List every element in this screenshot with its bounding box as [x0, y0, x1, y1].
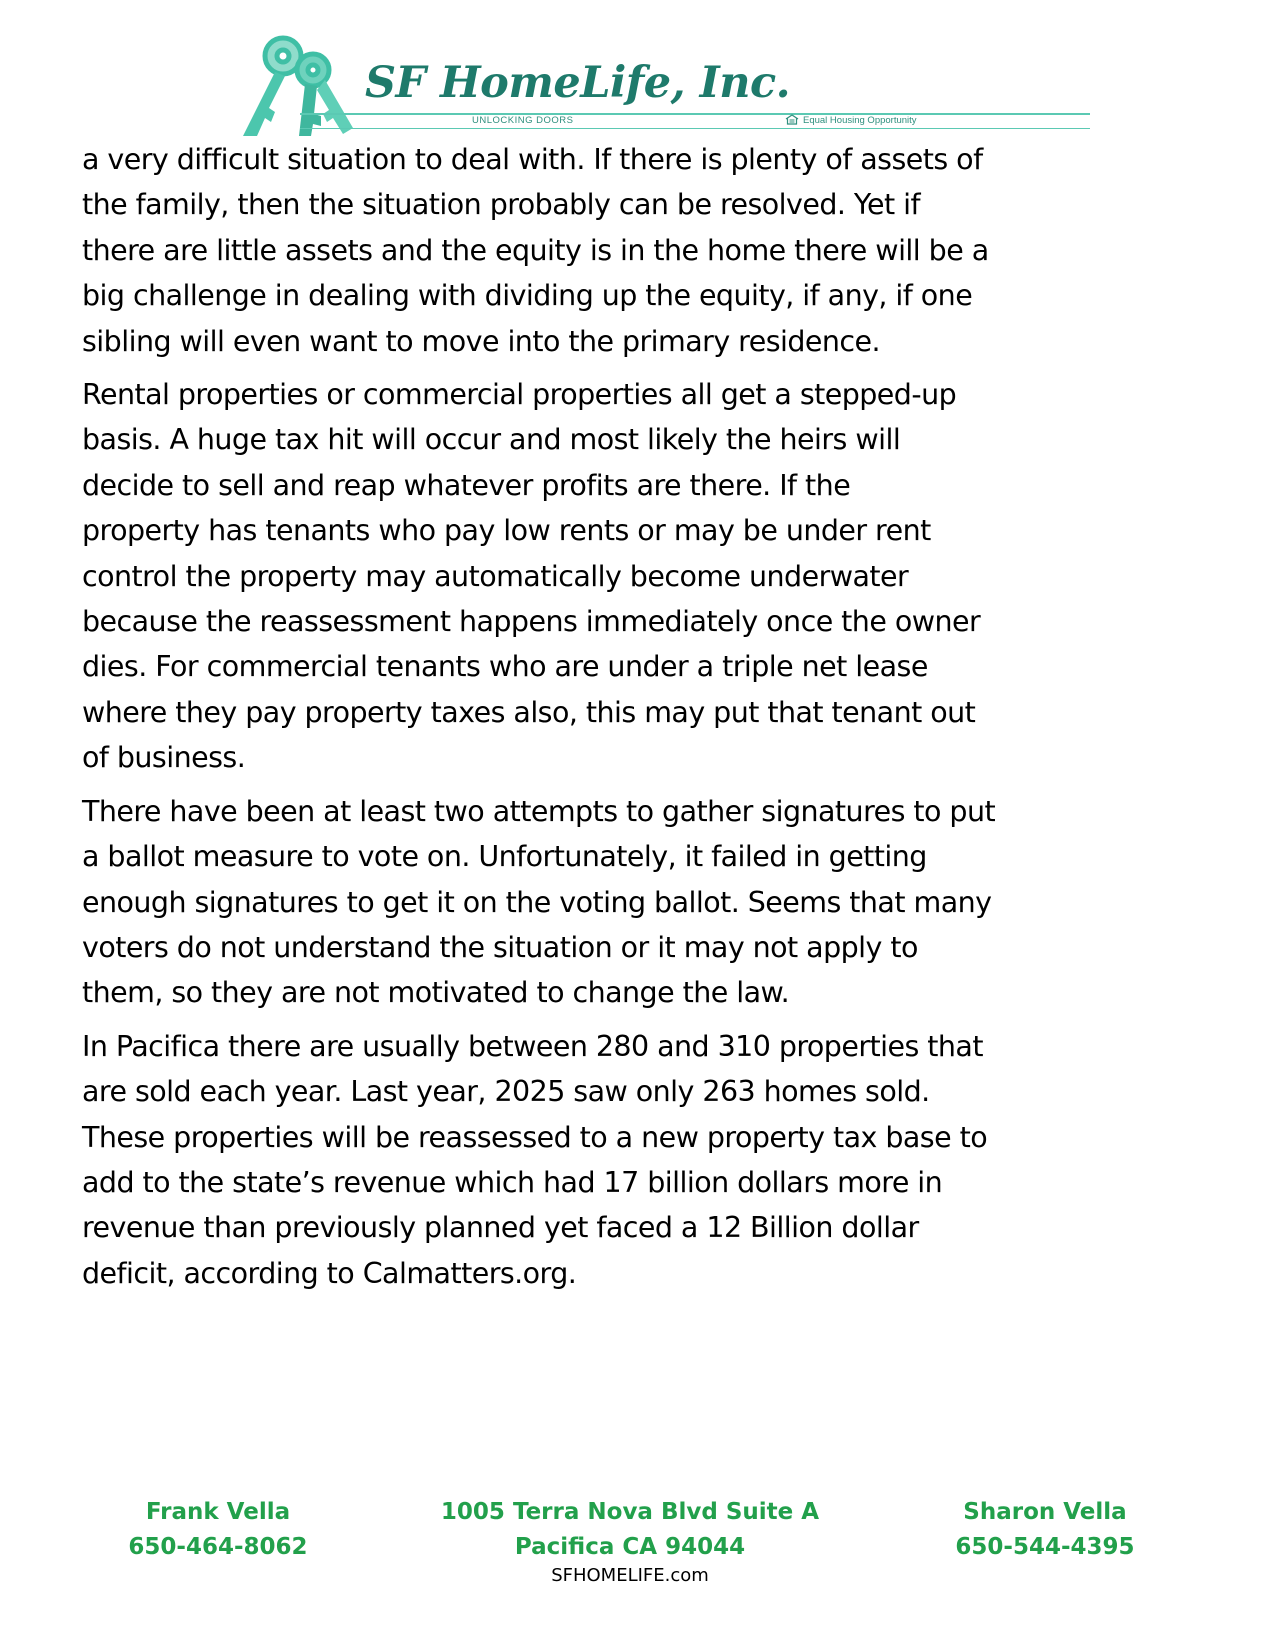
- keys-icon: [235, 32, 365, 140]
- company-name: SF HomeLife, Inc.: [365, 58, 791, 108]
- agent-frank: [118, 1495, 318, 1565]
- office-address: [430, 1495, 830, 1565]
- agent-name: Sharon Vella: [963, 1499, 1127, 1525]
- header-rule: [300, 113, 1090, 115]
- header-rule-bottom: [300, 128, 1090, 129]
- equal-housing-text: Equal Housing Opportunity: [803, 115, 917, 126]
- agent-phone: 650-464-8062: [128, 1534, 308, 1560]
- equal-housing-label: [785, 114, 917, 126]
- paragraph: There have been at least two attempts to gather signatures to put a ballot measure to vote on. Unfortunately, it failed in getting enough signatures to get it on the voting ballot. Seems that many voters do not understand the situation or it may not apply to them, so they are not motivated to change the law.: [82, 794, 996, 1010]
- letterhead: [0, 0, 1275, 140]
- agent-phone: 650-544-4395: [955, 1534, 1135, 1560]
- address-line-2: Pacifica CA 94044: [514, 1534, 746, 1560]
- equal-housing-icon: [785, 114, 799, 125]
- paragraph: Rental properties or commercial properties all get a stepped-up basis. A huge tax hit will occur and most likely the heirs will decide to sell and reap whatever profits are there. If the property has tenants who pay low rents or may be under rent control the property may automatically become underwater because the reassessment happens immediately once the owner dies. For commercial tenants who are under a triple net lease where they pay property taxes also, this may put that tenant out of business.: [82, 378, 981, 775]
- article-body: [82, 137, 1092, 1304]
- agent-sharon: [945, 1495, 1145, 1565]
- website-link[interactable]: SFHOMELIFE.com: [551, 1565, 709, 1586]
- paragraph: In Pacifica there are usually between 280 and 310 properties that are sold each year. Last year, 2025 saw only 263 homes sold. These properties will be reassessed to a new property tax base to add to the state’s revenue which had 17 billion dollars more in revenue than previously planned yet faced a 12 Billion dollar deficit, according to Calmatters.org.: [82, 1029, 988, 1290]
- address-line-1: 1005 Terra Nova Blvd Suite A: [440, 1499, 820, 1525]
- tagline: UNLOCKING DOORS: [472, 115, 574, 126]
- agent-name: Frank Vella: [145, 1499, 291, 1525]
- paragraph: a very difficult situation to deal with. If there is plenty of assets of the family, then the situation probably can be resolved. Yet if there are little assets and the equity is in the home there will be a big challenge in dealing with dividing up the equity, if any, if one sibling will even want to move into the primary residence.: [82, 143, 989, 358]
